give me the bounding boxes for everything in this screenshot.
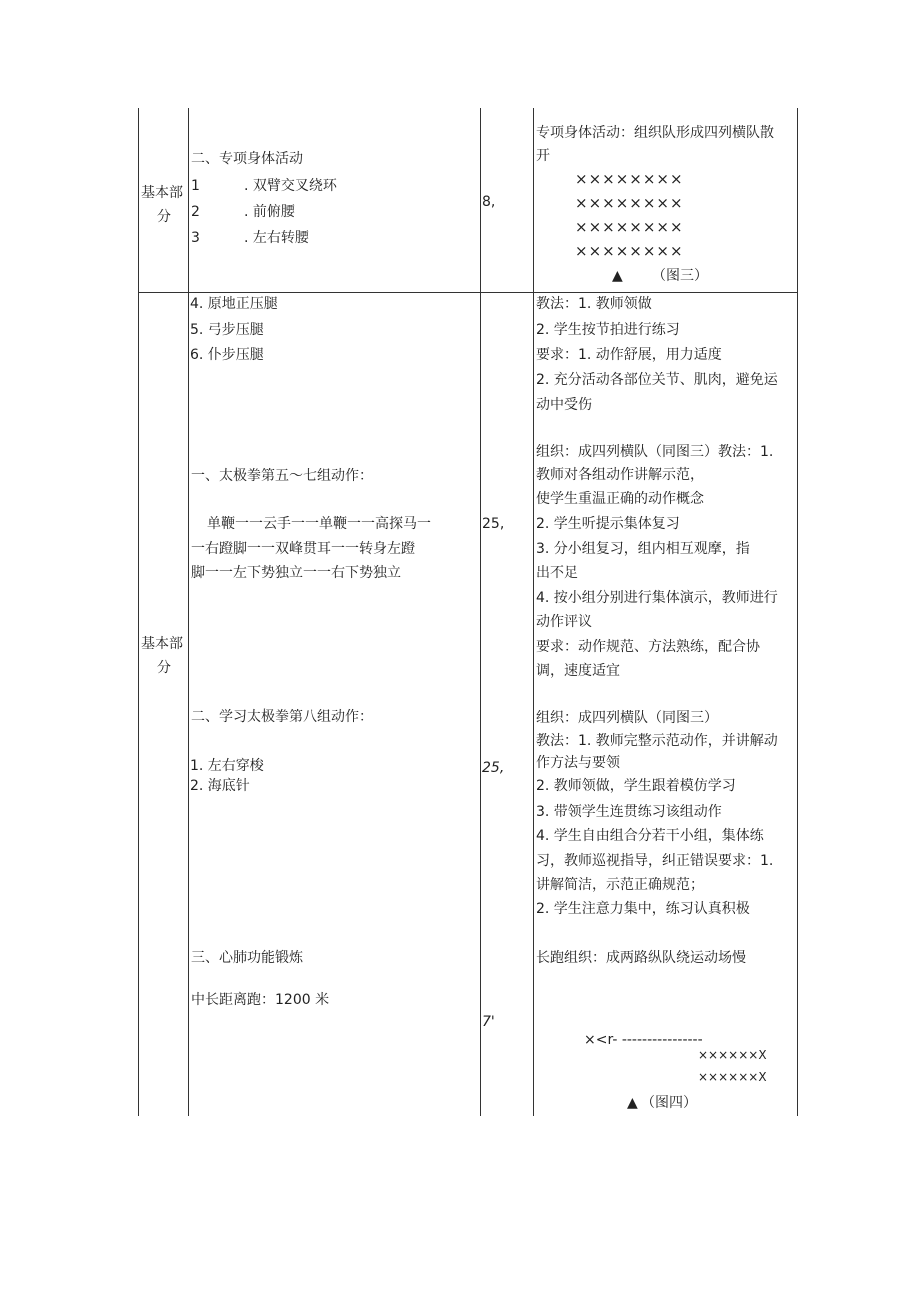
learn-title: 二、学习太极拳第八组动作： — [191, 709, 373, 725]
method-line: 教法：1. 教师完整示范动作，并讲解动 — [536, 733, 778, 749]
section1-title: 二、专项身体活动 — [191, 151, 303, 167]
method-line: 出不足 — [536, 565, 578, 581]
taiji-sequence-line: 脚一一左下势独立一一右下势独立 — [191, 565, 401, 581]
time-value: 7' — [482, 1014, 495, 1030]
section1-item-num: 3 — [191, 230, 200, 246]
learn-item: 2. 海底针 — [190, 778, 250, 794]
method-line: 动作评议 — [536, 614, 592, 630]
method-line: 教师对各组动作讲解示范， — [536, 467, 704, 483]
section1-time: 8, — [482, 194, 496, 210]
method-line: 3. 分小组复习，组内相互观摩，指 — [536, 541, 750, 557]
section1-item-num: 2 — [191, 204, 200, 220]
table-border-right — [797, 108, 798, 1116]
table-divider-col3 — [533, 108, 534, 1116]
method-line: 要求：1. 动作舒展，用力适度 — [536, 347, 722, 363]
formation-row: ×××××××× — [575, 218, 684, 236]
figure4-caption: （图四） — [641, 1095, 697, 1111]
formation-row: ×××××××× — [575, 194, 684, 212]
section1-item-text: . 双臂交叉绕环 — [244, 178, 337, 194]
method-line: 2. 充分活动各部位关节、肌肉，避免运 — [536, 372, 778, 388]
method-line: 组织：成四列横队（同图三）教法：1. — [536, 444, 774, 460]
stretch-item: 6. 仆步压腿 — [190, 347, 264, 363]
method-line: 动中受伤 — [536, 397, 592, 413]
section1-method-line: 专项身体活动：组织队形成四列横队散 — [536, 125, 774, 141]
section1-label-line2: 分 — [157, 209, 171, 225]
method-line: 2. 学生听提示集体复习 — [536, 516, 680, 532]
section2-label-line1: 基本部 — [141, 636, 183, 652]
method-line: 要求：动作规范、方法熟练，配合协 — [536, 639, 760, 655]
section1-method-line: 开 — [536, 148, 550, 164]
taiji-sequence-line: 一右蹬脚一一双峰贯耳一一转身左蹬 — [191, 541, 415, 557]
figure3-caption: （图三） — [652, 268, 708, 284]
method-line: 使学生重温正确的动作概念 — [536, 491, 704, 507]
method-line: 3. 带领学生连贯练习该组动作 — [536, 804, 722, 820]
section1-item-text: . 左右转腰 — [244, 230, 309, 246]
method-line: 教法：1. 教师领做 — [536, 296, 652, 312]
method-line: 习，教师巡视指导，纠正错误要求：1. — [536, 853, 774, 869]
formation-row: ×××××××× — [575, 170, 684, 188]
time-value: 25, — [482, 760, 505, 776]
teacher-triangle-icon: ▲ — [612, 268, 623, 284]
time-value: 25, — [482, 516, 505, 532]
section1-item-num: 1 — [191, 178, 200, 194]
method-line: 2. 教师领做，学生跟着模仿学习 — [536, 778, 736, 794]
teacher-triangle-icon: ▲ — [627, 1095, 638, 1111]
stretch-item: 4. 原地正压腿 — [190, 296, 278, 312]
formation-row: ×××××××× — [575, 242, 684, 260]
method-line: 调，速度适宜 — [536, 663, 620, 679]
method-line: 2. 学生按节拍进行练习 — [536, 322, 680, 338]
method-line: 组织：成四列横队（同图三） — [536, 710, 718, 726]
learn-item: 1. 左右穿梭 — [190, 758, 264, 774]
section1-item-text: . 前俯腰 — [244, 204, 295, 220]
cardio-title: 三、心肺功能锻炼 — [191, 950, 303, 966]
section1-label-line1: 基本部 — [141, 185, 183, 201]
method-line: 4. 学生自由组合分若干小组，集体练 — [536, 828, 764, 844]
section2-label-line2: 分 — [157, 660, 171, 676]
method-line: 作方法与要领 — [536, 755, 620, 771]
taiji-title: 一、太极拳第五～七组动作： — [191, 468, 373, 484]
stretch-item: 5. 弓步压腿 — [190, 322, 264, 338]
method-line: 长跑组织：成两路纵队绕运动场慢 — [536, 950, 746, 966]
method-line: 4. 按小组分别进行集体演示，教师进行 — [536, 590, 778, 606]
diagram-row: ×<r- ---------------- — [584, 1032, 703, 1048]
taiji-sequence-line: 单鞭一一云手一一单鞭一一高探马一 — [207, 516, 431, 532]
method-line: 2. 学生注意力集中，练习认真积极 — [536, 901, 750, 917]
diagram-row: ××××××X — [698, 1048, 767, 1062]
diagram-row: ××××××X — [698, 1070, 767, 1084]
table-divider-col2 — [480, 108, 481, 1116]
run-distance: 中长距离跑：1200 米 — [191, 992, 330, 1008]
table-divider-col1 — [188, 108, 189, 1116]
method-line: 讲解简洁，示范正确规范； — [536, 877, 704, 893]
table-border-left — [138, 108, 139, 1116]
table-row-divider — [138, 292, 798, 293]
